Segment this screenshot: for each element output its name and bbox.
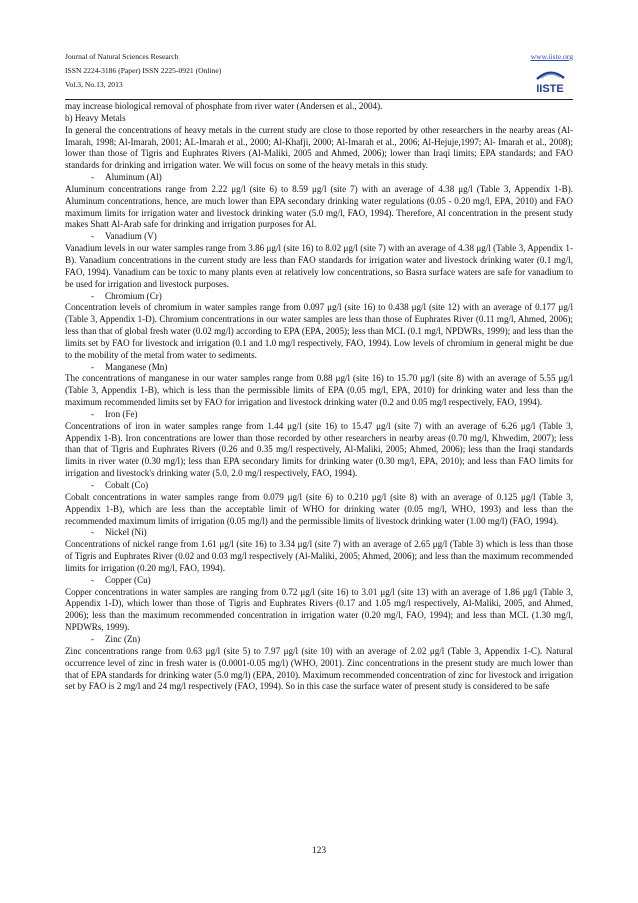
section-subheading <box>65 409 573 421</box>
iiste-logo-icon <box>531 66 569 96</box>
bullet-dash: - <box>91 633 95 644</box>
section-subheading <box>65 291 573 303</box>
section-subheading <box>65 172 573 184</box>
body-paragraph: Concentrations of iron in water samples range from 1.44 μg/l (site 16) to 15.47 μg/l (site 7) with an average of 6.26 μg/l (Table 3, Appendix 1-B). Iron concentrations are lower than those recorded by other researchers in nearby areas (0.70 mg/l, Khwedim, 2007); less than that of Tigris and Euphrates Rivers (0.26 and 0.35 mg/l respectively, Al-Maliki, 2005; Ahmed, 2006); less than the Iraqi standards limits in river water (0.30 mg/l); less than EPA secondary limits for drinking water (0.30 mg/l, EPA, 2010); and less than FAO limits for irrigation and livestock's drinking water (5.0, 2.0 mg/l respectively, FAO, 1994). <box>65 420 573 479</box>
subheading-label: Iron (Fe) <box>105 408 138 419</box>
body-paragraph: Concentration levels of chromium in water samples range from 0.097 μg/l (site 16) to 0.438 μg/l (site 12) with an average of 0.177 μg/l (Table 3, Appendix 1-D). Chromium concentrations in our water samples are less than those of Euphrates River (0.11 mg/l, Ahmed, 2006); less than that of global fresh water (0.02 mg/l) according to EPA (EPA, 2005); less than MCL (0.1 mg/l, NPDWRs, 1999); and less than the limits set by FAO for livestock and irrigation (0.1 and 1.0 mg/l respectively, FAO, 1994). Low levels of chromium in general might be due to the mobility of the metal from water to sediments. <box>65 302 573 360</box>
bullet-dash: - <box>91 172 95 183</box>
bullet-dash: - <box>91 361 95 372</box>
svg-text:IISTE: IISTE <box>536 83 564 95</box>
body-paragraph: Concentrations of nickel range from 1.61 μg/l (site 16) to 3.34 μg/l (site 7) with an average of 2.65 μg/l (Table 3) which is less than those of Tigris and Euphrates River (0.02 and 0.03 mg/l respectively (Al-Maliki, 2005; Ahmed, 2006); and less than the maximum recommended limits for irrigation (0.20 mg/l, FAO, 1994). <box>65 539 573 573</box>
volume-line: Vol.3, No.13, 2013 <box>65 80 123 89</box>
body-paragraph: Cobalt concentrations in water samples range from 0.079 μg/l (site 6) to 0.210 μg/l (site 8) with an average of 0.125 μg/l (Table 3, Appendix 1-B), which are less than the acceptable limit of WHO for drinking water (0.05 mg/l, WHO, 1993) and less than the recommended maximum limits of irrigation (0.05 mg/l) and the permissible limits of livestock drinking water (1.00 mg/l) (FAO, 1994). <box>65 491 573 526</box>
section-subheading <box>65 231 573 243</box>
subheading-label: Nickel (Ni) <box>105 527 147 538</box>
subheading-label: Chromium (Cr) <box>105 290 162 301</box>
issn-line: ISSN 2224-3186 (Paper) ISSN 2225-0921 (Online) <box>65 66 222 75</box>
bullet-dash: - <box>91 480 95 490</box>
subheading-label: Vanadium (V) <box>105 231 157 242</box>
journal-title: Journal of Natural Sciences Research <box>65 52 179 61</box>
subheading-label: Manganese (Mn) <box>105 361 168 372</box>
subheading-label: Zinc (Zn) <box>105 633 141 644</box>
subheading-label: Copper (Cu) <box>105 574 151 585</box>
section-subheading <box>65 362 573 374</box>
article-body <box>65 101 573 693</box>
journal-url-link[interactable]: www.iiste.org <box>530 52 573 61</box>
body-paragraph: Zinc concentrations range from 0.63 μg/l (site 5) to 7.97 μg/l (site 10) with an average of 2.02 μg/l (Table 3, Appendix 1-C). Natural occurrence level of zinc in fresh water is (0.0001-0.05 mg/l) (WHO, 2001). Zinc concentrations in the present study are much lower than that of EPA standards for drinking water (5.0 mg/l) (EPA, 2010). Maximum recommended concentration of zinc for livestock and irrigation set by FAO is 2 mg/l and 24 mg/l respectively (FAO, 1994). So in this case the surface water of present study is considered to be safe <box>65 645 573 692</box>
body-paragraph: In general the concentrations of heavy metals in the current study are close to those reported by other researchers in the nearby areas (Al-Imarah, 1998; Al-Imarah, 2001; AL-Imarah et al., 2000; Al-Khafji, 2000; Al-Imarah et al., 2006; Al-Hejuje,1997; Al- Imarah et al., 2008); lower than those of Tigris and Euphrates Rivers (Al-Maliki, 2005 and Ahmed, 2006); lower than Iraqi limits; EPA standards; and FAO standards for drinking and irrigation water. We will focus on some of the heavy metals in this study. <box>65 124 573 171</box>
section-subheading <box>65 575 573 587</box>
page-header <box>65 50 573 98</box>
bullet-dash: - <box>91 408 95 419</box>
section-subheading <box>65 480 573 492</box>
section-heading: b) Heavy Metals <box>65 112 126 123</box>
body-paragraph: Vanadium levels in our water samples range from 3.86 μg/l (site 16) to 8.02 μg/l (site 7) with an average of 4.38 μg/l (Table 3, Appendix 1-B). Vanadium concentrations in the current study are less than FAO standards for irrigation water and livestock drinking water (0.1 mg/l, FAO, 1994). Vanadium can be toxic to many plants even at relatively low concentrations, so Basra surface waters are safe for vanadium to be used for irrigation and livestock purposes. <box>65 243 573 289</box>
bullet-dash: - <box>91 527 95 538</box>
body-paragraph: Copper concentrations in water samples are ranging from 0.72 μg/l (site 16) to 3.01 μg/l (site 13) with an average of 1.86 μg/l (Table 3, Appendix 1-D), which lower than those of Tigris and Euphrates Rivers (0.17 and 1.05 mg/l respectively, Al-Maliki, 2005, and Ahmed, 2006); less than the maximum recommended concentration in irrigation water (0.20 mg/l, FAO, 1994); and less than MCL (1.30 mg/l, NPDWRs, 1999). <box>65 586 573 633</box>
subheading-label: Aluminum (Al) <box>105 172 162 183</box>
header-rule <box>65 99 573 100</box>
body-paragraph: may increase biological removal of phosphate from river water (Andersen et al., 2004). <box>65 101 383 111</box>
subheading-label: Cobalt (Co) <box>105 480 149 490</box>
bullet-dash: - <box>91 574 95 585</box>
body-paragraph: Aluminum concentrations range from 2.22 μg/l (site 6) to 8.59 μg/l (site 7) with an average of 4.38 μg/l (Table 3, Appendix 1-B). Aluminum concentrations, hence, are much lower than EPA secondary drinking water regulations (0.05 - 0.20 mg/l, EPA, 2010) and FAO maximum limits for irrigation water and livestock drinking water (5.0 mg/l, FAO, 1994). Therefore, Al concentration in the present study makes Shatt Al-Arab safe for drinking and irrigation purposes for Al. <box>65 183 573 230</box>
page-number: 123 <box>311 846 327 856</box>
section-subheading <box>65 527 573 539</box>
bullet-dash: - <box>91 231 95 242</box>
bullet-dash: - <box>91 290 95 301</box>
body-paragraph: The concentrations of manganese in our water samples range from 0.88 μg/l (site 16) to 15.70 μg/l (site 8) with an average of 5.55 μg/l (Table 3, Appendix 1-B), which is less than the permissible limits of EPA (0.05 mg/l, EPA, 2010) for drinking water and less than the maximum recommended limits set by FAO for irrigation and livestock drinking water (0.2 and 0.05 mg/l respectively, FAO, 1994). <box>65 373 573 408</box>
section-subheading <box>65 634 573 646</box>
